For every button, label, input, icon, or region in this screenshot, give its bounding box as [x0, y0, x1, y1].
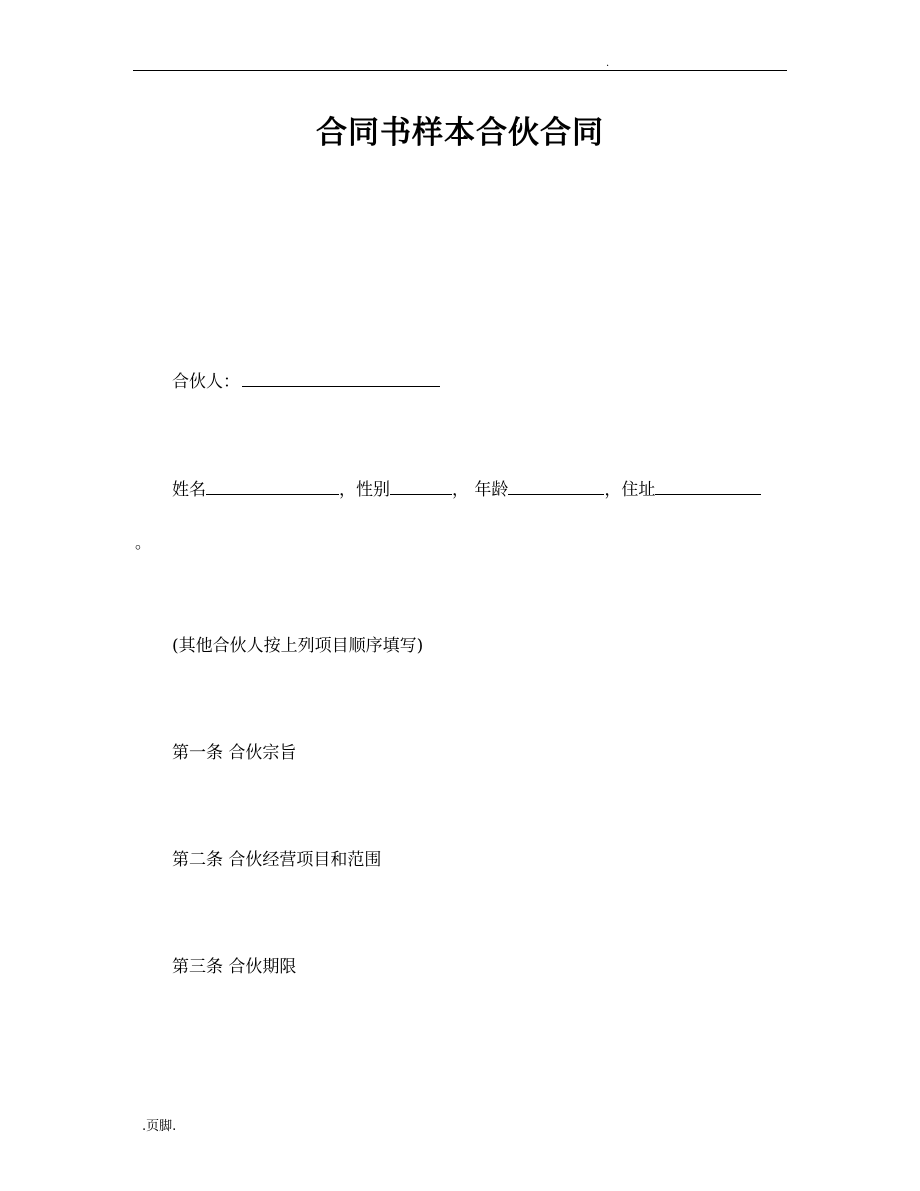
address-label: ，住址: [604, 480, 656, 500]
article-2: 第二条 合伙经营项目和范围: [172, 850, 382, 870]
header-rule: [133, 70, 787, 71]
gender-label: ，性别: [339, 480, 390, 500]
partner-note: (其他合伙人按上列项目顺序填写): [172, 636, 424, 656]
article-1: 第一条 合伙宗旨: [172, 743, 297, 763]
gender-blank: [390, 476, 452, 495]
identity-end-mark: 。: [135, 533, 152, 552]
partner-blank: [242, 368, 440, 387]
age-label: ， 年龄: [452, 480, 509, 500]
document-title: 合同书样本合伙合同: [316, 115, 604, 151]
partner-label: 合伙人：: [172, 372, 240, 392]
page-footer: .页脚.: [142, 1119, 177, 1134]
article-3: 第三条 合伙期限: [172, 957, 297, 977]
identity-line: [172, 476, 761, 501]
address-blank: [655, 476, 761, 495]
name-label: 姓名: [172, 480, 206, 500]
name-blank: [206, 476, 339, 495]
age-blank: [508, 476, 604, 495]
header-mark: .: [606, 58, 610, 69]
partner-line: [172, 368, 440, 393]
